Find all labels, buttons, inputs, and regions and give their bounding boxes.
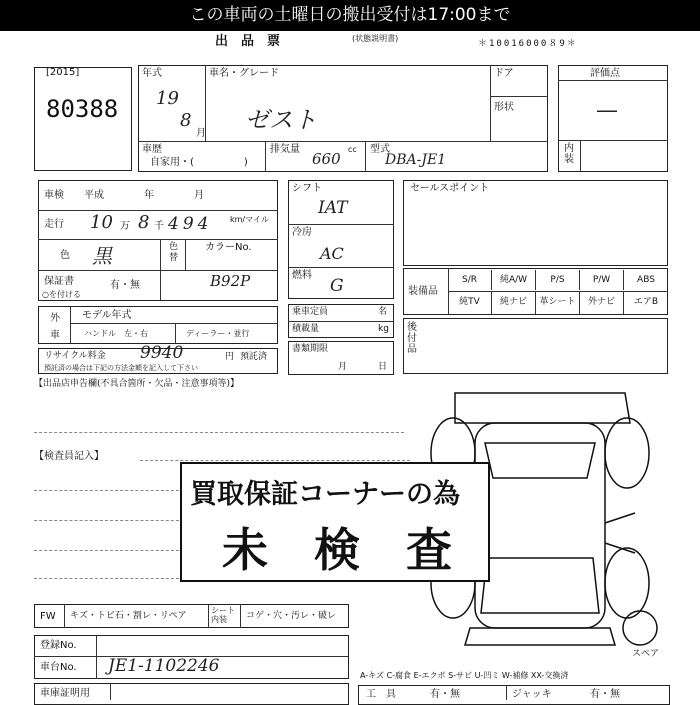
label-soko: 走行 bbox=[44, 219, 64, 230]
hand-score: — bbox=[596, 98, 618, 123]
equipment-item: S/R bbox=[448, 270, 492, 290]
hand-shift: IAT bbox=[318, 198, 348, 218]
label-seat-items: コゲ・穴・汚レ・破レ bbox=[246, 611, 337, 621]
hand-color-code: B92P bbox=[210, 272, 251, 290]
barcode-number: ＊10016000８9＊ bbox=[478, 39, 578, 49]
label-jikayo: 自家用・( ) bbox=[150, 157, 248, 168]
label-jack-opt: 有・無 bbox=[590, 689, 620, 700]
label-haikiryo: 排気量 bbox=[270, 144, 300, 155]
label-spare: スペア bbox=[632, 649, 660, 659]
label-shako: 車庫証明用 bbox=[40, 688, 90, 699]
uninspected-stamp bbox=[180, 462, 490, 582]
hand-mileage-rest: 494 bbox=[168, 214, 213, 234]
label-sen: 千 bbox=[154, 221, 164, 232]
label-km: km/マイル bbox=[230, 215, 269, 224]
label-color-no: カラーNo. bbox=[205, 242, 252, 253]
label-sekisai: 積載量 bbox=[292, 324, 320, 334]
equipment-item: 純ナビ bbox=[492, 292, 536, 314]
year-tag: [2015] bbox=[46, 67, 80, 78]
hand-fuel: G bbox=[330, 276, 344, 296]
label-model-year: モデル年式 bbox=[82, 310, 132, 321]
label-naigai: 内装 bbox=[564, 143, 574, 165]
label-reibo: 冷房 bbox=[292, 227, 312, 238]
label-door: ドア bbox=[494, 68, 514, 79]
label-kogu-opt: 有・無 bbox=[430, 689, 460, 700]
label-gaisha: 外車 bbox=[50, 313, 60, 341]
equipment-item: 外ナビ bbox=[580, 292, 624, 314]
saturday-pickup-banner: この車両の土曜日の搬出受付は17:00まで bbox=[0, 0, 700, 31]
hand-color: 黒 bbox=[92, 244, 112, 268]
label-jack: ジャッキ bbox=[512, 689, 552, 700]
label-mei: 名 bbox=[378, 307, 388, 317]
aftermarket-box bbox=[403, 318, 668, 374]
label-seat: シート内装 bbox=[211, 606, 235, 624]
label-shift: シフト bbox=[292, 183, 322, 194]
hand-aircon: AC bbox=[320, 244, 344, 263]
sheet-title: 出 品 票 bbox=[215, 34, 281, 49]
equipment-item: エアB bbox=[633, 297, 659, 307]
label-iro-kae: 色替 bbox=[169, 242, 179, 263]
label-shamei: 車名・グレード bbox=[209, 68, 279, 79]
label-dealer: ディーラー・並行 bbox=[186, 329, 250, 338]
label-recycle: リサイクル料金 bbox=[44, 351, 106, 361]
label-iro: 色 bbox=[60, 250, 70, 261]
label-katashiki: 型式 bbox=[370, 144, 390, 155]
label-atogake: 後付品 bbox=[407, 322, 417, 355]
label-sobihin: 装備品 bbox=[408, 286, 438, 297]
hand-car-name: ゼスト bbox=[245, 106, 317, 134]
hand-displacement: 660 bbox=[312, 150, 341, 168]
sheet-subtitle: (状態説明書) bbox=[352, 34, 399, 43]
hand-model-code: DBA-JE1 bbox=[385, 152, 447, 168]
label-fw-items: キズ・トビ石・割レ・リペア bbox=[70, 611, 187, 621]
label-month: 月 bbox=[196, 128, 206, 139]
stamp-line-2: 未 検 査 bbox=[222, 523, 452, 577]
label-shaken: 車検 平成 年 月 bbox=[44, 190, 204, 201]
hand-mileage-man: 10 bbox=[90, 212, 113, 233]
label-cc: cc bbox=[348, 145, 357, 154]
label-tsuki: 月 bbox=[338, 362, 348, 372]
equipment-item: P/S bbox=[536, 270, 580, 290]
label-shadai-no: 車台No. bbox=[40, 662, 77, 673]
label-recycle-note: 預託済の場合は下記の方法金額を記入して下さい bbox=[44, 364, 198, 372]
label-handle: ハンドル 左・右 bbox=[84, 329, 148, 338]
hand-recycle-fee: 9940 bbox=[140, 343, 184, 363]
label-teiin: 乗車定員 bbox=[292, 307, 329, 317]
label-nenshiki: 年式 bbox=[142, 68, 162, 79]
label-toroku-no: 登録No. bbox=[40, 640, 77, 651]
equipment-row-2 bbox=[448, 292, 668, 314]
label-shorui: 書類期限 bbox=[292, 344, 329, 354]
equipment-item: 革シート bbox=[536, 292, 580, 314]
vehicle-info-box bbox=[138, 65, 548, 172]
label-sales-point: セールスポイント bbox=[410, 183, 490, 194]
equipment-row-1 bbox=[448, 270, 668, 290]
stamp-line-1: 買取保証コーナーの為 bbox=[190, 479, 460, 510]
label-hoshosho-opt: 有・無 bbox=[110, 280, 140, 291]
label-kg: kg bbox=[378, 324, 389, 334]
equipment-item: 純TV bbox=[448, 292, 492, 314]
label-man: 万 bbox=[120, 221, 130, 232]
equipment-item: 純A/W bbox=[492, 270, 536, 290]
label-hyoka: 評価点 bbox=[590, 68, 620, 79]
label-shuppinten: 【出品店申告欄(不具合箇所・欠品・注意事項等)】 bbox=[34, 379, 240, 389]
hand-chassis-number: JE1-1102246 bbox=[108, 656, 220, 676]
equipment-item: ABS bbox=[637, 275, 655, 285]
label-yotaku: 預託済 bbox=[240, 352, 268, 362]
hand-month: 8 bbox=[180, 110, 192, 131]
damage-legend: A-キズ C-腐食 E-エクボ S-サビ U-凹ミ W-補修 XX-交換済 bbox=[360, 671, 569, 680]
label-hoshosho-note: ○を付ける bbox=[42, 290, 81, 299]
hand-year: 19 bbox=[156, 88, 179, 109]
label-fw: FW bbox=[40, 611, 56, 622]
label-nenryo: 燃料 bbox=[292, 270, 312, 281]
label-hoshosho: 保証書 bbox=[44, 276, 74, 287]
label-kogu: 工 具 bbox=[366, 689, 396, 700]
equipment-item: P/W bbox=[580, 270, 624, 290]
label-hi: 日 bbox=[378, 362, 388, 372]
hand-mileage-sen: 8 bbox=[138, 212, 150, 233]
label-kensain: 【検査員記入】 bbox=[34, 451, 104, 462]
label-yen: 円 bbox=[225, 352, 235, 362]
label-shape: 形状 bbox=[494, 102, 514, 113]
lot-number: 80388 bbox=[46, 95, 119, 123]
label-shatai: 車歴 bbox=[142, 144, 162, 155]
